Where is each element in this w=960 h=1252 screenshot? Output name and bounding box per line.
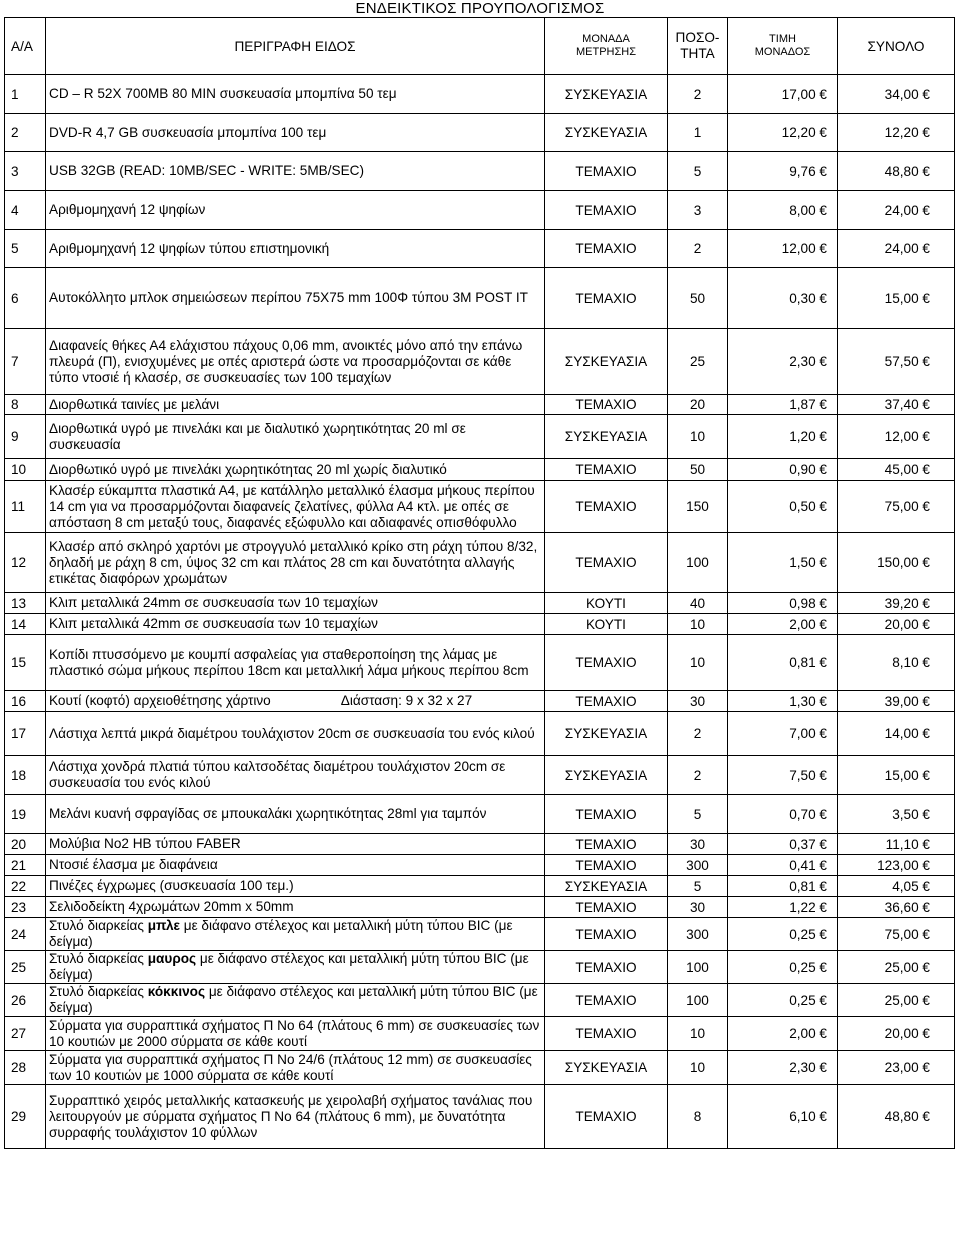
cell-unit: ΣΥΣΚΕΥΑΣΙΑ [545, 415, 668, 459]
cell-unit-price: 0,41 € [728, 855, 838, 876]
cell-total: 11,10 € [838, 834, 955, 855]
cell-description [46, 951, 545, 984]
table-row [5, 691, 955, 712]
cell-description [46, 593, 545, 614]
cell-unit-price: 7,00 € [728, 712, 838, 756]
cell-unit: ΤΕΜΑΧΙΟ [545, 152, 668, 191]
desc-text: Κλασέρ από σκληρό χαρτόνι με στρογγυλό μεταλλικό κρίκο στη ράχη τύπου 8/32, δηλαδή με ράχη 8 cm, ύψος 32 cm και πλάτος 28 cm και δυνατότητα αλλαγής ετικέτας διαφόρων χρωμάτων [49, 538, 538, 586]
cell-description [46, 268, 545, 329]
cell-unit: ΣΥΣΚΕΥΑΣΙΑ [545, 329, 668, 395]
cell-unit-price: 12,00 € [728, 230, 838, 268]
cell-description [46, 152, 545, 191]
cell-aa: 16 [5, 691, 46, 712]
desc-text: Ντοσιέ έλασμα με διαφάνεια [49, 857, 218, 872]
cell-unit-price: 1,50 € [728, 533, 838, 593]
cell-unit: ΤΕΜΑΧΙΟ [545, 459, 668, 481]
cell-aa: 11 [5, 481, 46, 533]
cell-quantity: 5 [668, 152, 728, 191]
cell-aa: 20 [5, 834, 46, 855]
cell-quantity: 1 [668, 114, 728, 152]
cell-quantity: 300 [668, 855, 728, 876]
table-row [5, 951, 955, 984]
cell-unit: ΤΕΜΑΧΙΟ [545, 691, 668, 712]
cell-total: 48,80 € [838, 152, 955, 191]
table-row [5, 593, 955, 614]
table-row [5, 75, 955, 114]
cell-quantity: 100 [668, 984, 728, 1017]
cell-unit: ΤΕΜΑΧΙΟ [545, 1085, 668, 1149]
cell-total: 123,00 € [838, 855, 955, 876]
desc-text: Αριθμομηχανή 12 ψηφίων [49, 202, 206, 217]
cell-total: 34,00 € [838, 75, 955, 114]
cell-aa: 27 [5, 1017, 46, 1051]
cell-description [46, 459, 545, 481]
cell-aa: 24 [5, 918, 46, 951]
cell-unit: ΤΕΜΑΧΙΟ [545, 481, 668, 533]
cell-total: 12,00 € [838, 415, 955, 459]
cell-total: 15,00 € [838, 268, 955, 329]
cell-total: 3,50 € [838, 795, 955, 834]
cell-unit: ΚΟΥΤΙ [545, 593, 668, 614]
cell-unit: ΤΕΜΑΧΙΟ [545, 795, 668, 834]
cell-total: 45,00 € [838, 459, 955, 481]
cell-unit: ΤΕΜΑΧΙΟ [545, 1017, 668, 1051]
cell-unit-price: 0,30 € [728, 268, 838, 329]
cell-unit: ΣΥΣΚΕΥΑΣΙΑ [545, 712, 668, 756]
header-aa: Α/Α [5, 18, 46, 75]
cell-unit: ΤΕΜΑΧΙΟ [545, 918, 668, 951]
cell-total: 25,00 € [838, 984, 955, 1017]
cell-total: 36,60 € [838, 897, 955, 918]
cell-unit-price: 0,81 € [728, 876, 838, 897]
cell-unit-price: 2,30 € [728, 1051, 838, 1085]
table-row [5, 329, 955, 395]
cell-quantity: 10 [668, 1017, 728, 1051]
desc-text: Αριθμομηχανή 12 ψηφίων τύπου επιστημονική [49, 240, 330, 256]
table-row [5, 635, 955, 691]
cell-description [46, 984, 545, 1017]
cell-unit-price: 1,30 € [728, 691, 838, 712]
desc-text: Κλιπ μεταλλικά 42mm σε συσκευασία των 10 τεμαχίων [49, 616, 378, 631]
desc-text: με διάφανο στέλεχος και μεταλλική μύτη τύπου BIC (με δείγμα) [49, 918, 513, 949]
cell-unit-price: 1,22 € [728, 897, 838, 918]
cell-aa: 26 [5, 984, 46, 1017]
table-row [5, 191, 955, 230]
cell-unit-price: 7,50 € [728, 756, 838, 795]
cell-description [46, 191, 545, 230]
cell-description [46, 897, 545, 918]
cell-aa: 10 [5, 459, 46, 481]
cell-unit: ΤΕΜΑΧΙΟ [545, 395, 668, 415]
cell-aa: 29 [5, 1085, 46, 1149]
cell-description [46, 876, 545, 897]
cell-description [46, 918, 545, 951]
cell-aa: 8 [5, 395, 46, 415]
cell-total: 23,00 € [838, 1051, 955, 1085]
cell-aa: 23 [5, 897, 46, 918]
cell-aa: 9 [5, 415, 46, 459]
table-row [5, 459, 955, 481]
table-row [5, 114, 955, 152]
cell-description [46, 614, 545, 635]
cell-unit-price: 0,25 € [728, 951, 838, 984]
cell-quantity: 30 [668, 897, 728, 918]
table-row [5, 876, 955, 897]
cell-unit: ΣΥΣΚΕΥΑΣΙΑ [545, 75, 668, 114]
desc-text: Σύρματα για συρραπτικά σχήματος Π Νο 64 (πλάτους 6 mm) σε συσκευασίες των 10 κουτιών με 2000 σύρματα σε κάθε κουτί [49, 1017, 540, 1049]
cell-unit-price: 2,00 € [728, 1017, 838, 1051]
cell-aa: 1 [5, 75, 46, 114]
table-row [5, 1085, 955, 1149]
cell-total: 15,00 € [838, 756, 955, 795]
cell-unit: ΤΕΜΑΧΙΟ [545, 855, 668, 876]
cell-aa: 5 [5, 230, 46, 268]
desc-color: μαυρος [147, 951, 197, 966]
cell-aa: 28 [5, 1051, 46, 1085]
desc-dimensions: Διάσταση: 9 x 32 x 27 [340, 693, 473, 708]
cell-quantity: 5 [668, 795, 728, 834]
cell-quantity: 5 [668, 876, 728, 897]
cell-total: 37,40 € [838, 395, 955, 415]
cell-quantity: 300 [668, 918, 728, 951]
desc-text: Κλιπ μεταλλικά 24mm σε συσκευασία των 10 τεμαχίων [49, 595, 378, 610]
header-quantity: ΠΟΣΟ-ΤΗΤΑ [668, 18, 728, 75]
cell-unit: ΣΥΣΚΕΥΑΣΙΑ [545, 876, 668, 897]
cell-description [46, 395, 545, 415]
cell-aa: 4 [5, 191, 46, 230]
cell-total: 8,10 € [838, 635, 955, 691]
cell-unit-price: 6,10 € [728, 1085, 838, 1149]
cell-total: 20,00 € [838, 614, 955, 635]
desc-text: Κοπίδι πτυσσόμενο με κουμπί ασφαλείας για σταθεροποίηση της λάμας με πλαστικό σώμα μήκους περίπου 18cm και μεταλλική λάμα μήκους περίπου 8cm [49, 646, 529, 678]
cell-unit: ΤΕΜΑΧΙΟ [545, 951, 668, 984]
cell-unit-price: 2,30 € [728, 329, 838, 395]
cell-total: 75,00 € [838, 918, 955, 951]
desc-text: Διορθωτικό υγρό με πινελάκι χωρητικότητας 20 ml χωρίς διαλυτικό [49, 461, 447, 477]
desc-text: Διαφανείς θήκες Α4 ελάχιστου πάχους 0,06 mm, ανοικτές μόνο από την επάνω πλευρά (Π), ενισχυμένες με οπές αριστερά ώστε να προσαρμόζονται σε κάθε τύπο ντοσιέ ή κλασέρ, σε συσκευασίες των 100 τεμαχίων [49, 337, 523, 385]
cell-quantity: 2 [668, 230, 728, 268]
table-row [5, 1051, 955, 1085]
header-unit-price: ΤΙΜΗ ΜΟΝΑΔΟΣ [728, 18, 838, 75]
cell-total: 14,00 € [838, 712, 955, 756]
cell-total: 39,00 € [838, 691, 955, 712]
cell-description [46, 691, 545, 712]
cell-quantity: 2 [668, 756, 728, 795]
desc-text: CD – R 52X 700MB 80 MIN συσκευασία μπομπίνα 50 τεμ [49, 86, 397, 101]
cell-aa: 19 [5, 795, 46, 834]
desc-color: μπλε [147, 918, 180, 933]
cell-aa: 14 [5, 614, 46, 635]
cell-total: 12,20 € [838, 114, 955, 152]
cell-unit: ΣΥΣΚΕΥΑΣΙΑ [545, 114, 668, 152]
cell-aa: 21 [5, 855, 46, 876]
cell-unit-price: 1,87 € [728, 395, 838, 415]
cell-total: 48,80 € [838, 1085, 955, 1149]
cell-quantity: 50 [668, 268, 728, 329]
cell-quantity: 3 [668, 191, 728, 230]
cell-quantity: 10 [668, 1051, 728, 1085]
table-row [5, 984, 955, 1017]
desc-text: Κλασέρ εύκαμπτα πλαστικά Α4, με κατάλληλο μεταλλικό έλασμα μήκους περίπου 14 cm για να προσαρμόζονται διαφανείς ζελατίνες, φύλλα Α4 κτλ. με οπές σε απόσταση 8 cm μεταξύ τους, διαφανές εξώφυλλο και αδιαφανές οπισθόφυλλο [49, 482, 535, 530]
cell-unit: ΤΕΜΑΧΙΟ [545, 984, 668, 1017]
cell-unit: ΤΕΜΑΧΙΟ [545, 834, 668, 855]
cell-description [46, 75, 545, 114]
table-row [5, 614, 955, 635]
desc-text: Σύρματα για συρραπτικά σχήματος Π Νο 24/6 (πλάτους 12 mm) σε συσκευασίες των 10 κουτιών με 1000 σύρματα σε κάθε κουτί [49, 1051, 532, 1083]
cell-unit: ΚΟΥΤΙ [545, 614, 668, 635]
desc-text: με διάφανο στέλεχος και μεταλλική μύτη τύπου BIC (με δείγμα) [49, 984, 538, 1015]
cell-unit-price: 9,76 € [728, 152, 838, 191]
desc-text: με διάφανο στέλεχος και μεταλλική μύτη τύπου BIC (με δείγμα) [49, 951, 529, 982]
cell-quantity: 2 [668, 75, 728, 114]
cell-unit-price: 0,37 € [728, 834, 838, 855]
cell-aa: 2 [5, 114, 46, 152]
cell-quantity: 20 [668, 395, 728, 415]
cell-total: 75,00 € [838, 481, 955, 533]
cell-total: 57,50 € [838, 329, 955, 395]
cell-unit-price: 2,00 € [728, 614, 838, 635]
cell-aa: 13 [5, 593, 46, 614]
cell-total: 39,20 € [838, 593, 955, 614]
desc-text: Στυλό διαρκείας [49, 951, 148, 966]
table-row [5, 897, 955, 918]
table-row [5, 481, 955, 533]
cell-total: 25,00 € [838, 951, 955, 984]
cell-total: 24,00 € [838, 191, 955, 230]
cell-total: 20,00 € [838, 1017, 955, 1051]
cell-unit: ΣΥΣΚΕΥΑΣΙΑ [545, 1051, 668, 1085]
cell-quantity: 50 [668, 459, 728, 481]
cell-total: 24,00 € [838, 230, 955, 268]
cell-total: 150,00 € [838, 533, 955, 593]
desc-text: USB 32GB (READ: 10MB/SEC - WRITE: 5MB/SEC) [49, 163, 364, 178]
cell-unit-price: 0,90 € [728, 459, 838, 481]
table-row [5, 230, 955, 268]
desc-text: Στυλό διαρκείας [49, 918, 148, 933]
cell-description [46, 415, 545, 459]
cell-quantity: 10 [668, 415, 728, 459]
table-row [5, 268, 955, 329]
cell-unit: ΤΕΜΑΧΙΟ [545, 268, 668, 329]
header-description: ΠΕΡΙΓΡΑΦΗ ΕΙΔΟΣ [46, 18, 545, 75]
cell-unit: ΤΕΜΑΧΙΟ [545, 533, 668, 593]
cell-unit-price: 8,00 € [728, 191, 838, 230]
cell-description [46, 795, 545, 834]
table-row [5, 152, 955, 191]
desc-text: Μολύβια Νο2 ΗΒ τύπου FABER [49, 836, 241, 851]
cell-aa: 18 [5, 756, 46, 795]
cell-description [46, 329, 545, 395]
cell-quantity: 8 [668, 1085, 728, 1149]
table-row [5, 795, 955, 834]
cell-total: 4,05 € [838, 876, 955, 897]
cell-description [46, 1051, 545, 1085]
cell-description [46, 533, 545, 593]
desc-text: Πινέζες έγχρωμες (συσκευασία 100 τεμ.) [49, 878, 294, 893]
cell-quantity: 30 [668, 834, 728, 855]
desc-text: Διορθωτικά ταινίες με μελάνι [49, 396, 220, 412]
table-row [5, 756, 955, 795]
cell-unit-price: 0,98 € [728, 593, 838, 614]
header-total: ΣΥΝΟΛΟ [838, 18, 955, 75]
cell-aa: 15 [5, 635, 46, 691]
cell-aa: 7 [5, 329, 46, 395]
cell-aa: 12 [5, 533, 46, 593]
cell-description [46, 1017, 545, 1051]
desc-color: κόκκινος [147, 984, 206, 999]
cell-description [46, 1085, 545, 1149]
desc-text: Αυτοκόλλητο μπλοκ σημειώσεων περίπου 75Χ75 mm 100Φ τύπου 3Μ POST IT [49, 290, 528, 305]
table-row [5, 415, 955, 459]
page-title: ΕΝΔΕΙΚΤΙΚΟΣ ΠΡΟΥΠΟΛΟΓΙΣΜΟΣ [355, 0, 605, 17]
desc-text: Στυλό διαρκείας [49, 984, 148, 999]
cell-unit-price: 0,81 € [728, 635, 838, 691]
desc-text: DVD-R 4,7 GB συσκευασία μπομπίνα 100 τεμ [49, 124, 327, 140]
header-row [5, 18, 955, 75]
cell-unit: ΤΕΜΑΧΙΟ [545, 191, 668, 230]
desc-text: Διορθωτικά υγρό με πινελάκι και με διαλυτικό χωρητικότητας 20 ml σε συσκευασία [49, 420, 466, 452]
cell-unit: ΤΕΜΑΧΙΟ [545, 897, 668, 918]
cell-unit-price: 0,25 € [728, 918, 838, 951]
table-row [5, 855, 955, 876]
cell-quantity: 10 [668, 614, 728, 635]
desc-text: Μελάνι κυανή σφραγίδας σε μπουκαλάκι χωρητικότητας 28ml για ταμπόν [49, 806, 487, 821]
cell-aa: 3 [5, 152, 46, 191]
cell-quantity: 10 [668, 635, 728, 691]
table-row [5, 834, 955, 855]
cell-quantity: 100 [668, 951, 728, 984]
budget-table [4, 17, 955, 1149]
cell-description [46, 756, 545, 795]
desc-text: Συρραπτικό χειρός μεταλλικής κατασκευής με χειρολαβή σχήματος τανάλιας που λειτουργούν με σύρματα σχήματος Π Νο 64 (πλάτους 6 mm), με δυνατότητα συρραφής τουλάχιστον 10 φύλλων [49, 1092, 533, 1140]
cell-quantity: 100 [668, 533, 728, 593]
cell-unit-price: 0,50 € [728, 481, 838, 533]
table-row [5, 533, 955, 593]
cell-unit-price: 1,20 € [728, 415, 838, 459]
cell-unit-price: 17,00 € [728, 75, 838, 114]
cell-aa: 17 [5, 712, 46, 756]
cell-unit: ΣΥΣΚΕΥΑΣΙΑ [545, 756, 668, 795]
table-row [5, 918, 955, 951]
cell-quantity: 150 [668, 481, 728, 533]
cell-unit: ΤΕΜΑΧΙΟ [545, 635, 668, 691]
cell-description [46, 230, 545, 268]
cell-description [46, 114, 545, 152]
desc-text: Λάστιχα λεπτά μικρά διαμέτρου τουλάχιστον 20cm σε συσκευασία του ενός κιλού [49, 725, 535, 741]
cell-aa: 6 [5, 268, 46, 329]
cell-quantity: 30 [668, 691, 728, 712]
cell-quantity: 40 [668, 593, 728, 614]
cell-unit: ΤΕΜΑΧΙΟ [545, 230, 668, 268]
table-row [5, 395, 955, 415]
cell-aa: 25 [5, 951, 46, 984]
cell-description [46, 635, 545, 691]
desc-text: Λάστιχα χονδρά πλατιά τύπου καλτσοδέτας διαμέτρου τουλάχιστον 20cm σε συσκευασία του ενός κιλού [49, 759, 506, 790]
cell-quantity: 25 [668, 329, 728, 395]
cell-description [46, 855, 545, 876]
cell-description [46, 834, 545, 855]
cell-quantity: 2 [668, 712, 728, 756]
cell-unit-price: 0,70 € [728, 795, 838, 834]
desc-text: Σελιδοδείκτη 4χρωμάτων 20mm x 50mm [49, 899, 294, 914]
cell-unit-price: 12,20 € [728, 114, 838, 152]
cell-description [46, 481, 545, 533]
table-row [5, 1017, 955, 1051]
desc-text: Κουτί (κοφτό) αρχειοθέτησης χάρτινο [49, 693, 271, 708]
cell-aa: 22 [5, 876, 46, 897]
table-row [5, 712, 955, 756]
cell-description [46, 712, 545, 756]
header-unit: ΜΟΝΑΔΑ ΜΕΤΡΗΣΗΣ [545, 18, 668, 75]
cell-unit-price: 0,25 € [728, 984, 838, 1017]
